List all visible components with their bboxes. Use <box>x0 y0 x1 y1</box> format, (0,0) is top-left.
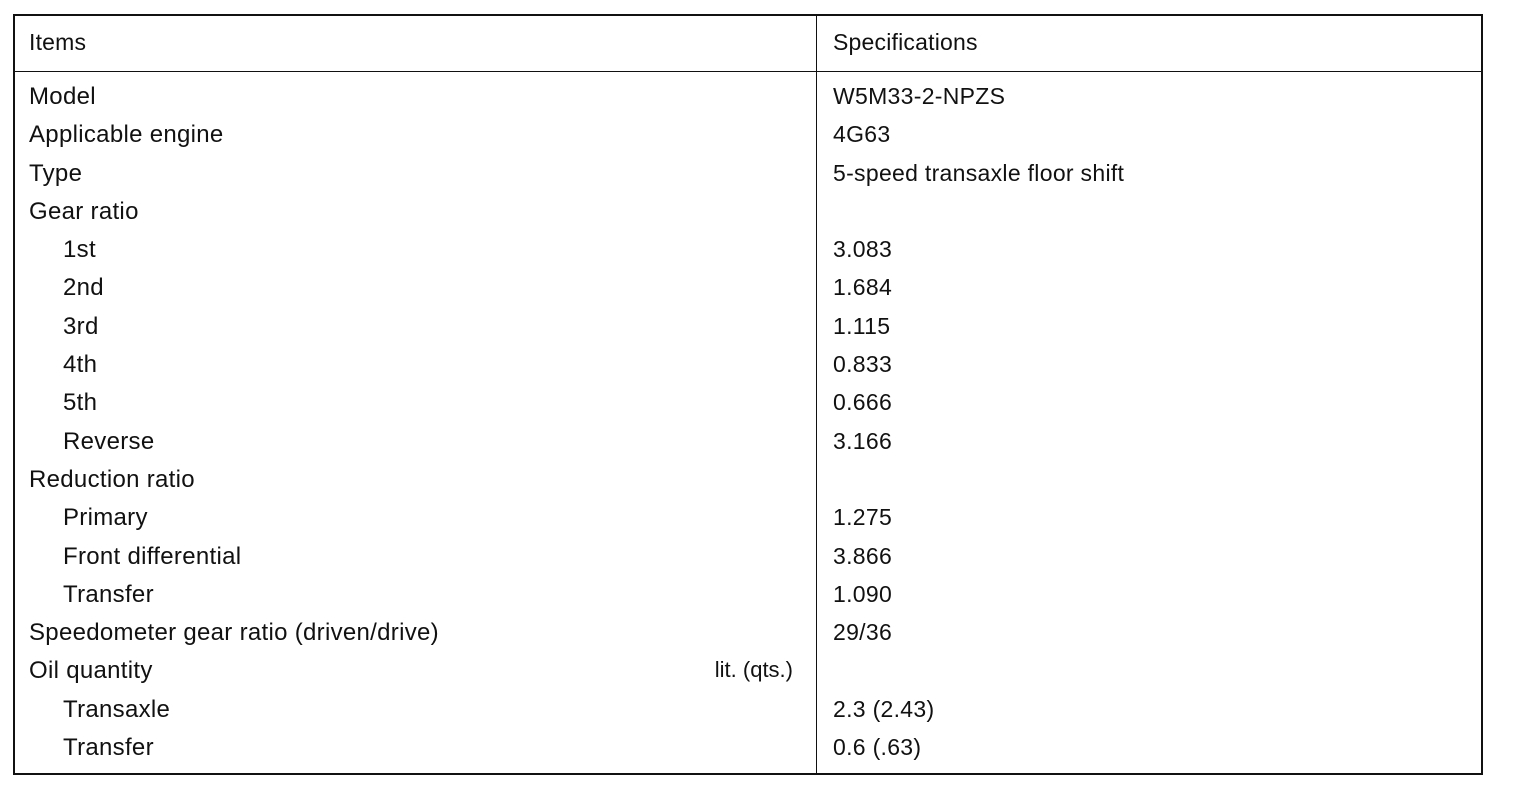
row-spec-value: 2.3 (2.43) <box>833 695 935 722</box>
row-spec-value: 29/36 <box>833 619 893 646</box>
table-row <box>15 578 1481 616</box>
row-spec-value: 4G63 <box>833 121 891 148</box>
row-item-label: Reverse <box>63 427 155 455</box>
spec-table <box>13 14 1483 775</box>
row-item-label: Transfer <box>63 580 154 608</box>
row-item-label: 5th <box>63 389 98 417</box>
table-row <box>15 463 1481 501</box>
row-item-label: 4th <box>63 351 98 379</box>
table-row <box>15 271 1481 309</box>
row-spec-value: 3.866 <box>833 542 893 569</box>
row-item-label: Front differential <box>63 542 242 570</box>
table-row <box>15 118 1481 156</box>
table-row <box>15 310 1481 348</box>
row-spec-value: 3.083 <box>833 236 893 263</box>
row-item-label: Speedometer gear ratio (driven/drive) <box>29 619 439 647</box>
table-row <box>15 233 1481 271</box>
row-item-label: 2nd <box>63 274 104 302</box>
row-spec-value: 1.090 <box>833 580 893 607</box>
row-spec-value: W5M33-2-NPZS <box>833 83 1006 109</box>
row-spec-value: 1.115 <box>833 312 891 339</box>
row-spec-value: 5-speed transaxle floor shift <box>833 159 1125 186</box>
row-item-label: Type <box>29 159 83 187</box>
row-unit-label: lit. (qts.) <box>714 657 793 683</box>
table-header <box>15 16 1481 72</box>
row-spec-value: 3.166 <box>833 427 893 454</box>
row-spec-value: 0.666 <box>833 389 893 416</box>
row-item-label: Applicable engine <box>29 121 224 149</box>
table-row <box>15 731 1481 769</box>
row-spec-value: 1.275 <box>833 504 893 531</box>
table-row <box>15 501 1481 539</box>
row-item-label: Reduction ratio <box>29 465 195 493</box>
row-item-label: Primary <box>63 504 148 532</box>
table-row <box>15 80 1481 118</box>
table-row <box>15 386 1481 424</box>
table-row <box>15 348 1481 386</box>
row-item-label: Transaxle <box>63 695 171 723</box>
row-item-label: Gear ratio <box>29 197 139 225</box>
table-row <box>15 157 1481 195</box>
table-row <box>15 693 1481 731</box>
row-item-label: Transfer <box>63 734 154 762</box>
table-row <box>15 654 1481 692</box>
table-row <box>15 195 1481 233</box>
table-row <box>15 616 1481 654</box>
row-item-label: Oil quantity <box>29 657 153 685</box>
table-body <box>15 80 1481 769</box>
row-spec-value: 0.6 (.63) <box>833 734 922 761</box>
row-item-label: 1st <box>63 236 96 264</box>
row-item-label: Model <box>29 83 96 110</box>
table-row <box>15 425 1481 463</box>
header-items: Items <box>29 29 87 55</box>
row-spec-value: 0.833 <box>833 351 893 378</box>
header-specifications: Specifications <box>833 29 978 55</box>
row-spec-value: 1.684 <box>833 274 893 301</box>
table-row <box>15 540 1481 578</box>
row-item-label: 3rd <box>63 312 99 340</box>
